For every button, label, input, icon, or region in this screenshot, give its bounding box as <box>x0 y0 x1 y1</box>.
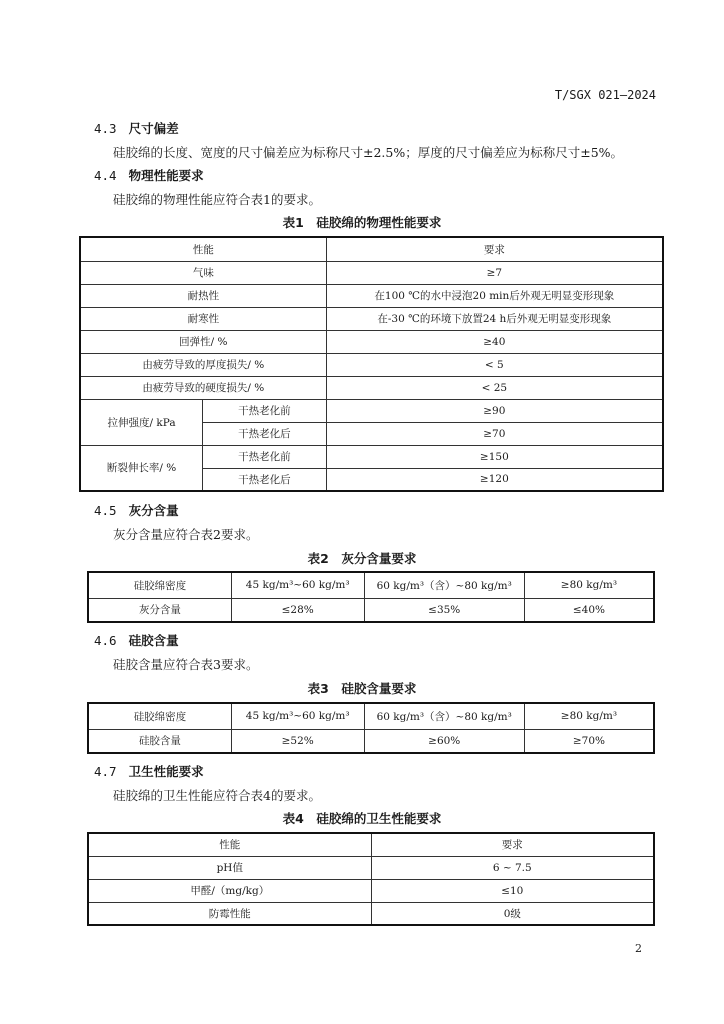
table-row <box>88 598 654 622</box>
section-title: 硅胶含量 <box>128 633 179 648</box>
table-cell: ≥52% <box>231 729 364 753</box>
table-header-cell: 性能 <box>88 833 371 856</box>
table-header-cell: ≥80 kg/m³ <box>524 572 654 598</box>
table-cell: 甲醛/（mg/kg） <box>88 879 371 902</box>
table-cell: 在100 ℃的水中浸泡20 min后外观无明显变形现象 <box>326 284 663 307</box>
section-text-4-5: 灰分含量应符合表2要求。 <box>113 527 259 542</box>
section-title: 灰分含量 <box>128 503 179 518</box>
table-row <box>80 284 663 307</box>
table-cell: ≤28% <box>231 598 364 622</box>
table-cell: ≤10 <box>371 879 654 902</box>
table-cell: < 25 <box>326 376 663 399</box>
table-header-row <box>88 703 654 729</box>
table-row <box>80 307 663 330</box>
section-text-4-4: 硅胶绵的物理性能应符合表1的要求。 <box>113 192 321 207</box>
table-header-cell: 性能 <box>80 237 326 261</box>
table-cell: 回弹性/ % <box>80 330 326 353</box>
document-number: T/SGX 021—2024 <box>554 88 656 102</box>
table-cell: ≥60% <box>364 729 524 753</box>
table-cell: 在-30 ℃的环境下放置24 h后外观无明显变形现象 <box>326 307 663 330</box>
table2-caption: 表2 灰分含量要求 <box>307 551 417 566</box>
table-cell: 由疲劳导致的厚度损失/ % <box>80 353 326 376</box>
table-header-cell: 要求 <box>371 833 654 856</box>
table-row <box>88 902 654 925</box>
section-heading-4-6 <box>94 631 179 649</box>
table-cell: 6 ~ 7.5 <box>371 856 654 879</box>
table-row <box>80 445 663 468</box>
table4-caption: 表4 硅胶绵的卫生性能要求 <box>282 811 442 826</box>
table1-caption: 表1 硅胶绵的物理性能要求 <box>282 215 442 230</box>
section-text-4-7: 硅胶绵的卫生性能应符合表4的要求。 <box>113 788 321 803</box>
table-row <box>80 399 663 422</box>
table3-silicone-content <box>87 702 655 754</box>
table-cell: 0级 <box>371 902 654 925</box>
table-header-cell: 要求 <box>326 237 663 261</box>
table-cell: ≥90 <box>326 399 663 422</box>
section-number: 4.6 <box>94 633 117 648</box>
table-row <box>88 856 654 879</box>
section-heading-4-5 <box>94 501 179 519</box>
table-cell: ≥7 <box>326 261 663 284</box>
table-row <box>80 261 663 284</box>
table-cell: ≥70 <box>326 422 663 445</box>
table-cell: 干热老化前 <box>203 445 327 468</box>
table-header-cell: 60 kg/m³（含）~80 kg/m³ <box>364 572 524 598</box>
section-heading-4-4 <box>94 166 204 184</box>
section-heading-4-7 <box>94 762 204 780</box>
section-text-4-3: 硅胶绵的长度、宽度的尺寸偏差应为标称尺寸±2.5%；厚度的尺寸偏差应为标称尺寸±5%。 <box>113 145 624 160</box>
table-row <box>80 376 663 399</box>
table-cell-group-label: 断裂伸长率/ % <box>80 445 203 491</box>
table-header-cell: 45 kg/m³~60 kg/m³ <box>231 572 364 598</box>
table4-hygiene-properties <box>87 832 655 926</box>
table-cell: ≥150 <box>326 445 663 468</box>
section-title: 尺寸偏差 <box>128 121 179 136</box>
table-header-cell: 60 kg/m³（含）~80 kg/m³ <box>364 703 524 729</box>
table-header-cell: 硅胶绵密度 <box>88 703 231 729</box>
table-header-row <box>88 833 654 856</box>
section-title: 卫生性能要求 <box>128 764 204 779</box>
table-cell: 干热老化后 <box>203 422 327 445</box>
section-number: 4.3 <box>94 121 117 136</box>
table-header-cell: 硅胶绵密度 <box>88 572 231 598</box>
table-cell: 由疲劳导致的硬度损失/ % <box>80 376 326 399</box>
table-cell: ≤35% <box>364 598 524 622</box>
table3-caption: 表3 硅胶含量要求 <box>307 681 417 696</box>
section-number: 4.7 <box>94 764 117 779</box>
table-cell: 干热老化前 <box>203 399 327 422</box>
table-cell: 防霉性能 <box>88 902 371 925</box>
page-number: 2 <box>635 942 642 955</box>
table-cell: pH值 <box>88 856 371 879</box>
section-number: 4.4 <box>94 168 117 183</box>
table-header-cell: 45 kg/m³~60 kg/m³ <box>231 703 364 729</box>
table-header-cell: ≥80 kg/m³ <box>524 703 654 729</box>
table-header-row <box>80 237 663 261</box>
table-cell: < 5 <box>326 353 663 376</box>
section-title: 物理性能要求 <box>128 168 204 183</box>
table-cell: 耐寒性 <box>80 307 326 330</box>
table-cell: ≥70% <box>524 729 654 753</box>
section-text-4-6: 硅胶含量应符合表3要求。 <box>113 657 259 672</box>
table-cell: 硅胶含量 <box>88 729 231 753</box>
table-cell: 气味 <box>80 261 326 284</box>
table-cell: ≥40 <box>326 330 663 353</box>
section-number: 4.5 <box>94 503 117 518</box>
table-cell: 耐热性 <box>80 284 326 307</box>
table-row <box>80 330 663 353</box>
table-row <box>88 729 654 753</box>
table-row <box>80 353 663 376</box>
table-header-row <box>88 572 654 598</box>
table-cell-group-label: 拉伸强度/ kPa <box>80 399 203 445</box>
table-cell: 干热老化后 <box>203 468 327 491</box>
table-cell: ≤40% <box>524 598 654 622</box>
table-row <box>88 879 654 902</box>
table-cell: ≥120 <box>326 468 663 491</box>
table-cell: 灰分含量 <box>88 598 231 622</box>
table1-physical-properties <box>79 236 664 492</box>
section-heading-4-3 <box>94 119 179 137</box>
table2-ash-content <box>87 571 655 623</box>
